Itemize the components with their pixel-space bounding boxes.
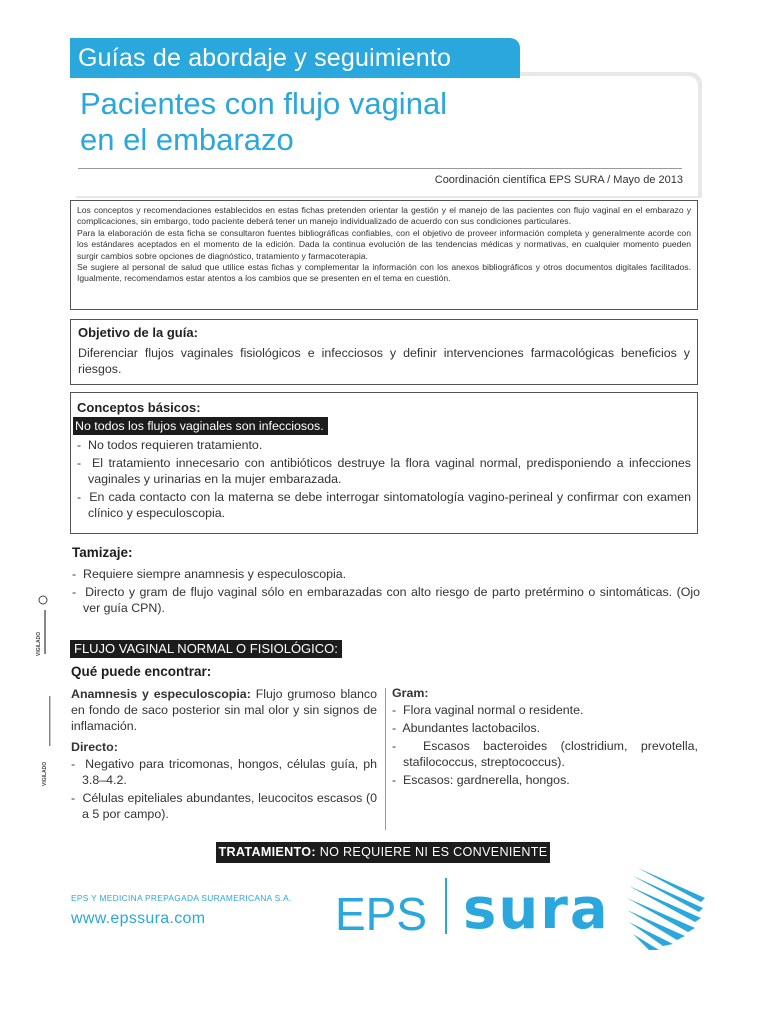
treatment-label: TRATAMIENTO: <box>218 845 316 859</box>
logo-wing-icon <box>627 868 705 950</box>
logo-divider <box>445 878 447 934</box>
anamnesis-text: Flujo grumoso blanco en fondo de saco posterior sin mal olor y sin signos de inflamación. <box>71 687 378 733</box>
logo-sura-text: sura <box>463 877 610 942</box>
objective-title: Objetivo de la guía: <box>78 325 198 340</box>
findings-right-column <box>392 686 698 790</box>
normal-flow-section-bar: FLUJO VAGINAL NORMAL O FISIOLÓGICO: <box>70 640 342 658</box>
concept-item: - El tratamiento innecesario con antibióticos destruye la flora vaginal normal, predisponiendo a infecciones vaginales y urinarias en la mujer embarazada. <box>77 456 691 486</box>
direct-title: Directo: <box>71 740 118 754</box>
screening-item: - Requiere siempre anamnesis y especuloscopia. <box>72 567 347 581</box>
basic-concepts-box <box>64 392 698 534</box>
direct-item: - Células epiteliales abundantes, leucocitos escasos (0 a 5 por campo). <box>71 791 378 821</box>
page-title-line1: Pacientes con flujo vaginal <box>80 86 448 121</box>
footer-company-name: EPS Y MEDICINA PREPAGADA SURAMERICANA S.A. <box>71 893 292 903</box>
gram-item: - Flora vaginal normal o residente. <box>392 703 584 717</box>
concept-item: - En cada contacto con la materna se debe interrogar sintomatología vagino-perineal y confirmar con examen clínico y especuloscopia. <box>77 490 691 520</box>
eps-sura-logo <box>333 860 713 960</box>
vigilado-text: VIGILADO <box>36 631 42 656</box>
page-title <box>80 86 680 158</box>
anamnesis-paragraph <box>71 686 377 734</box>
concept-item <box>64 417 691 435</box>
findings-title: Qué puede encontrar: <box>71 664 212 679</box>
disclaimer-paragraph: Para la elaboración de esta ficha se consultaron fuentes bibliográficas confiables, con el objetivo de proveer información completa y generalmente acorde con los estándares aceptados en el momento de la edición. Dada la continua evolución de las tendencias médicas y normativas, en cualquier momento pueden surgir cambios sobre opciones de diagnóstico, tratamiento y farmacoterapia. <box>77 227 691 261</box>
gram-item: - Escasos: gardnerella, hongos. <box>392 773 570 787</box>
direct-item: - Negativo para tricomonas, hongos, células guía, ph 3.8–4.2. <box>71 757 377 787</box>
footer-url: www.epssura.com <box>71 910 206 927</box>
coordination-credit: Coordinación científica EPS SURA / Mayo de 2013 <box>434 174 683 186</box>
concept-item: - No todos requieren tratamiento. <box>77 438 263 452</box>
gram-list <box>392 702 698 788</box>
disclaimer-paragraph: Los conceptos y recomendaciones establecidos en estas fichas pretenden orientar la gestión y el manejo de las pacientes con flujo vaginal en el embarazo y complicaciones, sin embargo, todo paciente deberá tener un manejo individualizado de acuerdo con sus condiciones particulares. <box>77 205 691 227</box>
basic-concepts-title: Conceptos básicos: <box>77 400 201 415</box>
anamnesis-label: Anamnesis y especuloscopia: <box>71 687 251 701</box>
disclaimer-box <box>70 200 698 310</box>
vigilado-text: VIGILADO <box>42 761 48 786</box>
vigilado-stamp-bottom <box>40 690 52 788</box>
logo-eps-text: EPS <box>335 888 428 940</box>
screening-item: - Directo y gram de flujo vaginal sólo en embarazadas con alto riesgo de parto pretérmino o sintomáticas. (Ojo ver guía CPN). <box>72 585 700 615</box>
guide-series-tab: Guías de abordaje y seguimiento <box>70 38 520 78</box>
disclaimer-paragraph: Se sugiere al personal de salud que utilice estas fichas y complementar la información con los anexos bibliográficos y otros documentos digitales facilitados. Igualmente, recomendamos estar atentos a los cambios que se presenten en el tema en cuestión. <box>77 262 691 284</box>
screening-list <box>72 566 700 618</box>
objective-text: Diferenciar flujos vaginales fisiológicos e infecciosos y definir intervenciones farmacológicas beneficios y riesgos. <box>78 346 690 376</box>
column-divider <box>385 688 386 830</box>
gram-item: - Escasos bacteroides (clostridium, prevotella, stafilococcus, streptococcus). <box>392 739 698 769</box>
gram-title: Gram: <box>392 686 429 700</box>
concept-highlight: - No todos los flujos vaginales son infecciosos. <box>73 417 328 435</box>
gram-item: - Abundantes lactobacilos. <box>392 721 541 735</box>
title-divider <box>78 168 682 169</box>
screening-title: Tamizaje: <box>72 545 133 560</box>
objective-box <box>70 319 698 385</box>
page-title-line2: en el embarazo <box>80 122 294 157</box>
treatment-text: NO REQUIERE NI ES CONVENIENTE <box>319 845 548 859</box>
vigilado-stamp-top <box>34 592 52 658</box>
direct-list <box>71 756 377 822</box>
findings-left-column <box>71 686 377 824</box>
